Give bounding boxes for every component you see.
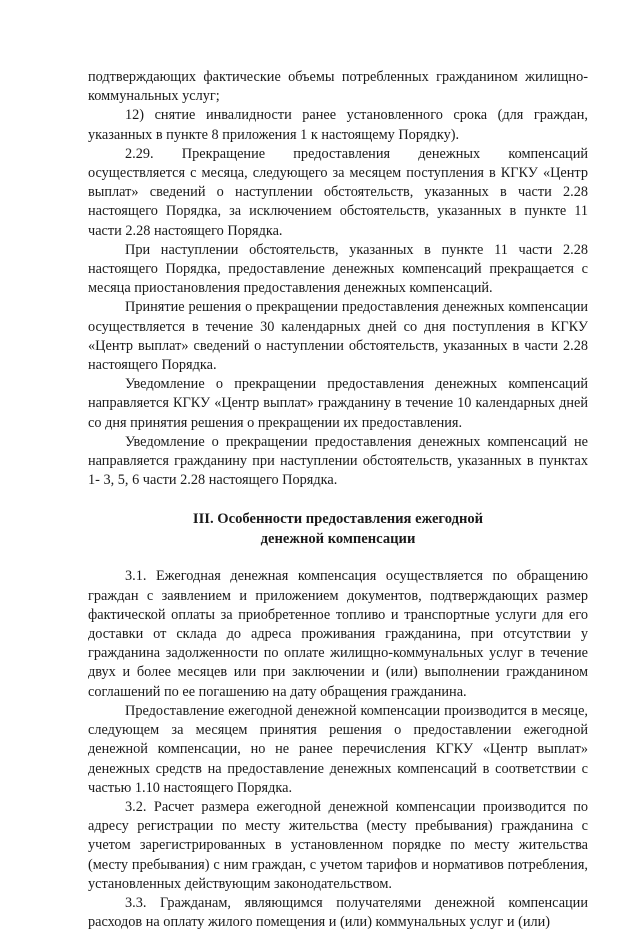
section-heading-line-1: III. Особенности предоставления ежегодной bbox=[192, 511, 484, 528]
paragraph-continuation: подтверждающих фактические объемы потребленных гражданином жилищно-коммунальных услуг; bbox=[88, 69, 588, 105]
paragraph-no-notification: Уведомление о прекращении предоставления денежных компенсаций не направляется гражданину при наступлении обстоятельств, указанных в пунктах 1- 3, 5, 6 части 2.28 настоящего Порядка. bbox=[88, 433, 588, 489]
document-page bbox=[88, 68, 588, 932]
section-heading-line-2: денежной компенсации bbox=[260, 530, 416, 547]
paragraph-3-3: 3.3. Гражданам, являющимся получателями денежной компенсации расходов на оплату жилого помещения и (или) коммунальных услуг и (или) bbox=[88, 894, 588, 931]
section-heading bbox=[88, 510, 588, 549]
paragraph-3-2: 3.2. Расчет размера ежегодной денежной компенсации производится по адресу регистрации по месту жительства (месту пребывания) гражданина с учетом зарегистрированных в установленном порядке по месту жительства (месту пребывания) с ним граждан, с учетом тарифов и нормативов потребления, установленных действующим законодательством. bbox=[88, 798, 588, 892]
paragraph-item-11-case: При наступлении обстоятельств, указанных в пункте 11 части 2.28 настоящего Порядка, предоставление денежных компенсаций прекращается с месяца приостановления предоставления денежных компенсаций. bbox=[88, 241, 588, 297]
paragraph-annual-payment: Предоставление ежегодной денежной компенсации производится в месяце, следующем за месяцем принятия решения о предоставлении ежегодной денежной компенсации, но не ранее перечисления КГКУ «Центр выплат» денежных средств на предоставление денежных компенсаций в соответствии с частью 1.10 настоящего Порядка. bbox=[88, 702, 588, 796]
paragraph-2-29: 2.29. Прекращение предоставления денежных компенсаций осуществляется с месяца, следующего за месяцем поступления в КГКУ «Центр выплат» сведений о наступлении обстоятельств, указанных в части 2.28 настоящего Порядка, за исключением обстоятельств, указанных в пункте 11 части 2.28 настоящего Порядка. bbox=[88, 145, 588, 239]
paragraph-decision-term: Принятие решения о прекращении предоставления денежных компенсации осуществляется в течение 30 календарных дней со дня поступления в КГКУ «Центр выплат» сведений о наступлении обстоятельств, указанных в части 2.28 настоящего Порядка. bbox=[88, 299, 588, 374]
paragraph-3-1: 3.1. Ежегодная денежная компенсация осуществляется по обращению граждан с заявлением и приложением документов, подтверждающих размер фактической оплаты за приобретенное топливо и транспортные услуги для его доставки от склада до адреса проживания гражданина, при отсутствии у гражданина задолженности по оплате жилищно-коммунальных услуг в течение двух и более месяцев или при заключении и (или) выполнении гражданином соглашений по ее погашению на дату обращения гражданина. bbox=[88, 568, 588, 700]
paragraph-item-12: 12) снятие инвалидности ранее установленного срока (для граждан, указанных в пункте 8 приложения 1 к настоящему Порядку). bbox=[88, 107, 588, 143]
paragraph-notification: Уведомление о прекращении предоставления денежных компенсаций направляется КГКУ «Центр выплат» гражданину в течение 10 календарных дней со дня принятия решения о прекращении их предоставления. bbox=[88, 376, 588, 431]
